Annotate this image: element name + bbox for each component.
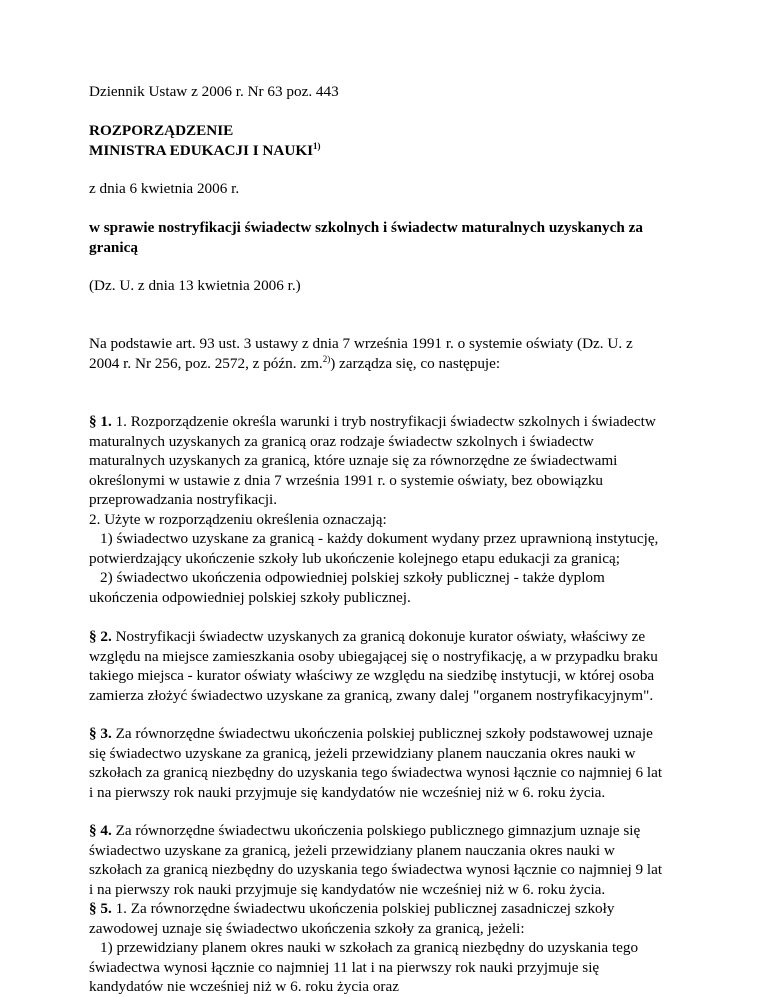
section-1-item-1: 1) świadectwo uzyskane za granicą - każdy dokument wydany przez uprawnioną instytucję, [100,530,659,547]
section-1-line-2: maturalnych uzyskanych za granicą oraz rodzaje świadectw szkolnych i świadectw [89,432,594,450]
section-3 [89,724,689,802]
section-3-mark: § 3. [89,725,112,742]
section-4-line-3: szkołach za granicą niezbędny do uzyskania tego świadectwa wynosi łącznie co najmniej 9 lat [89,861,663,878]
publication-reference-text: (Dz. U. z dnia 13 kwietnia 2006 r.) [89,277,301,294]
preamble-line-2a: 2004 r. Nr 256, poz. 2572, z późn. zm. [89,354,323,372]
title-line-2 [89,141,689,161]
preamble-line-2b: ) zarządza się, co następuje: [330,354,501,372]
journal-reference [89,82,689,102]
section-3-line-1 [89,724,689,744]
section-3-line-4: i na pierwszy rok nauki przyjmuje się kandydatów nie wcześniej niż w 6. roku życia. [89,783,606,801]
section-5-line-4: świadectwa wynosi łącznie co najmniej 11 lat i na pierwszy rok nauki przyjmuje się [89,958,600,976]
section-1-line-8: potwierdzający ukończenie szkoły lub ukończenie kolejnego etapu edukacji za granicą; [89,549,620,567]
section-4-line-2: świadectwo uzyskane za granicą, jeżeli przewidziany planem nauczania okres nauki w [89,841,615,859]
preamble-line-1: Na podstawie art. 93 ust. 3 ustawy z dnia 7 września 1991 r. o systemie oświaty (Dz. U. z [89,335,633,352]
section-1-line-3: maturalnych uzyskanych za granicą, które uznaje się za równorzędne ze świadectwami [89,452,618,469]
publication-reference [89,276,689,296]
title-line-2-text: MINISTRA EDUKACJI I NAUKI [89,141,314,159]
section-5 [89,899,689,997]
section-2-line-4: zamierza złożyć świadectwo uzyskane za granicą, zwany dalej "organem nostryfikacyjnym". [89,686,654,704]
section-1-mark: § 1. [89,413,112,430]
section-3-line-3: szkołach za granicą niezbędny do uzyskania tego świadectwa wynosi łącznie co najmniej 6 lat [89,764,663,781]
section-1-line-1-text: 1. Rozporządzenie określa warunki i tryb nostryfikacji świadectw szkolnych i świadectw [111,413,656,430]
section-2-mark: § 2. [89,628,112,645]
section-1-line-5: przeprowadzania nostryfikacji. [89,491,278,508]
title-footnote-ref: 1) [313,140,321,151]
section-1-line-6: 2. Użyte w rozporządzeniu określenia oznaczają: [89,510,387,528]
section-1 [89,412,689,607]
document-subject [89,218,689,257]
section-1-line-10: ukończenia odpowiedniej polskiej szkoły publicznej. [89,588,411,606]
section-3-line-1-text: Za równorzędne świadectwu ukończenia polskiej publicznej szkoły podstawowej uznaje [111,725,653,742]
preamble-footnote-ref: 2) [322,353,331,364]
section-4-mark: § 4. [89,822,112,839]
document-date-text: z dnia 6 kwietnia 2006 r. [89,180,240,197]
section-2 [89,627,689,705]
section-1-line-4: określonymi w ustawie z dnia 7 września 1991 r. o systemie oświaty, bez obowiązku [89,471,604,489]
section-5-item-1: 1) przewidziany planem okres nauki w szkołach za granicą niezbędny do uzyskania tego [100,939,639,956]
section-2-line-1-text: Nostryfikacji świadectw uzyskanych za granicą dokonuje kurator oświaty, właściwy ze [111,628,646,645]
section-5-line-1 [89,899,689,919]
section-5-line-2: zawodowej uznaje się świadectwo ukończenia szkoły za granicą, jeżeli: [89,919,525,937]
document-title [89,121,689,160]
section-5-line-1-text: 1. Za równorzędne świadectwu ukończenia polskiej publicznej zasadniczej szkoły [111,900,615,917]
subject-line-2: granicą [89,238,138,256]
journal-reference-text: Dziennik Ustaw z 2006 r. Nr 63 poz. 443 [89,83,339,100]
subject-line-1: w sprawie nostryfikacji świadectw szkolnych i świadectw maturalnych uzyskanych za [89,219,643,236]
preamble-line-2 [89,354,689,374]
title-line-1: ROZPORZĄDZENIE [89,122,234,139]
preamble [89,334,689,373]
section-2-line-3: takiego miejsca - kurator oświaty właściwy ze względu na siedzibę instytucji, w której osoba [89,667,655,684]
section-2-line-1 [89,627,689,647]
section-1-item-2: 2) świadectwo ukończenia odpowiedniej polskiej szkoły publicznej - także dyplom [100,569,605,586]
section-5-mark: § 5. [89,900,112,917]
section-5-line-5: kandydatów nie wcześniej niż w 6. roku życia oraz [89,978,399,995]
section-4 [89,821,689,899]
document-date [89,179,689,199]
section-4-line-4: i na pierwszy rok nauki przyjmuje się kandydatów nie wcześniej niż w 6. roku życia. [89,880,606,898]
section-4-line-1-text: Za równorzędne świadectwu ukończenia polskiego publicznego gimnazjum uznaje się [111,822,641,839]
section-3-line-2: się świadectwo uzyskane za granicą, jeżeli przewidziany planem nauczania okres nauki w [89,744,636,762]
section-2-line-2: względu na miejsce zamieszkania osoby ubiegającej się o nostryfikację, a w przypadku braku [89,647,658,665]
section-4-line-1 [89,821,689,841]
section-1-line-1 [89,412,689,432]
